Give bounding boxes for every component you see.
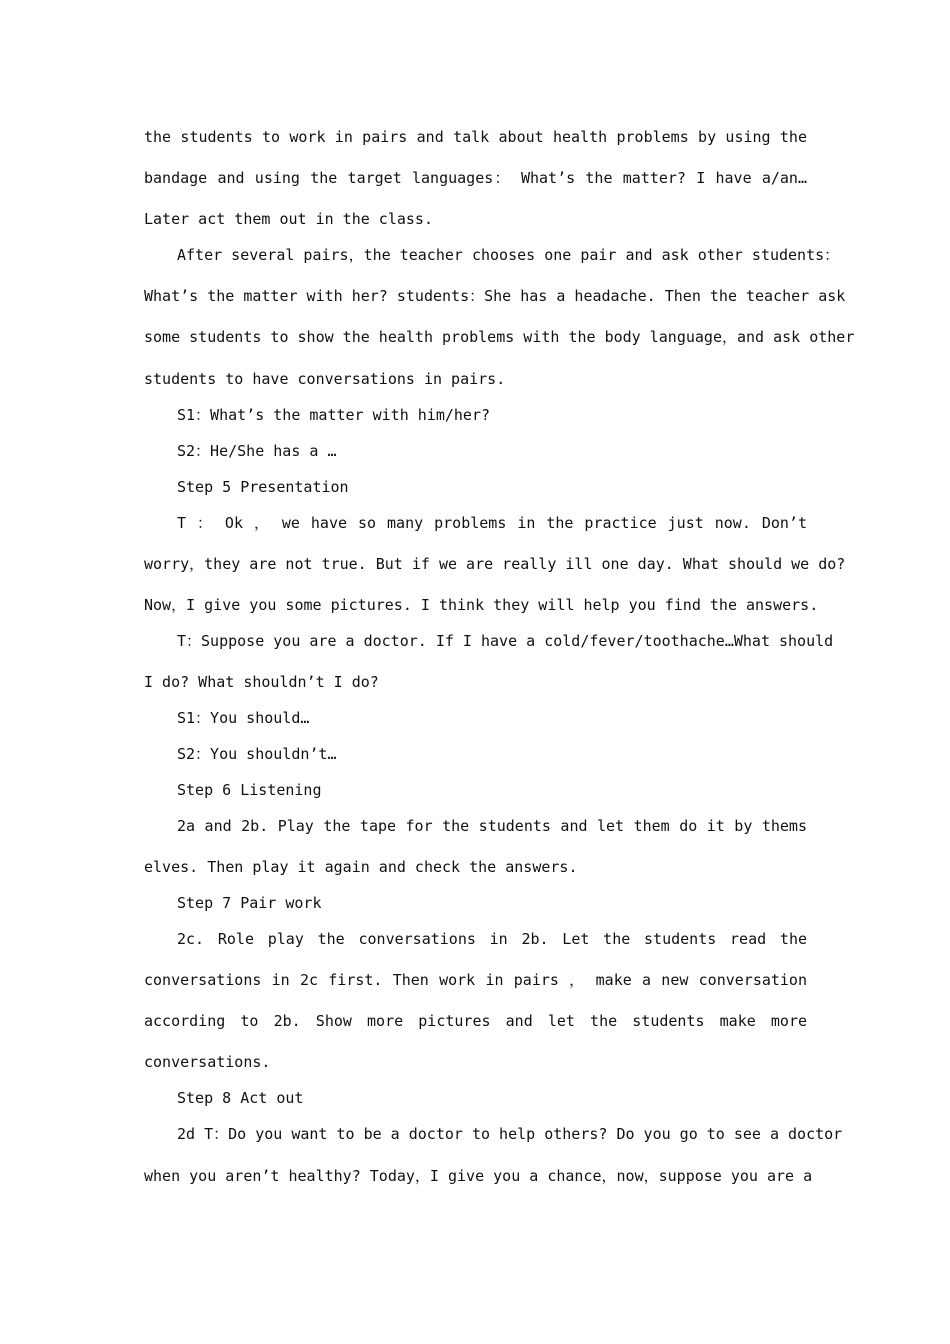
dialogue-line: S2：He/She has a … bbox=[177, 442, 337, 460]
step-heading: Step 5 Presentation bbox=[177, 478, 349, 496]
paragraph-line: elves. Then play it again and check the answers. bbox=[144, 858, 578, 876]
step-heading: Step 6 Listening bbox=[177, 781, 322, 799]
paragraph-line: T：Suppose you are a doctor. If I have a cold/fever/toothache…What should bbox=[177, 632, 834, 650]
paragraph-line: the students to work in pairs and talk about health problems by using the bbox=[144, 128, 807, 146]
paragraph-line: T ： Ok ， we have so many problems in the practice just now. Don’t bbox=[177, 514, 807, 532]
paragraph-line: worry，they are not true. But if we are really ill one day. What should we do? bbox=[144, 555, 846, 573]
paragraph-line: conversations in 2c first. Then work in pairs ， make a new conversation bbox=[144, 971, 807, 989]
paragraph-line: bandage and using the target languages： What’s the matter? I have a/an… bbox=[144, 169, 807, 187]
paragraph-line: some students to show the health problems with the body language，and ask other bbox=[144, 328, 855, 346]
paragraph-line: conversations. bbox=[144, 1053, 271, 1071]
step-heading: Step 8 Act out bbox=[177, 1089, 304, 1107]
paragraph-line: 2c. Role play the conversations in 2b. Let the students read the bbox=[177, 930, 807, 948]
paragraph-line: I do? What shouldn’t I do? bbox=[144, 673, 379, 691]
paragraph-line: 2a and 2b. Play the tape for the students and let them do it by thems bbox=[177, 817, 807, 835]
paragraph-line: Now，I give you some pictures. I think they will help you find the answers. bbox=[144, 596, 819, 614]
paragraph-line: students to have conversations in pairs. bbox=[144, 370, 506, 388]
dialogue-line: S2：You shouldn’t… bbox=[177, 745, 337, 763]
paragraph-line: 2d T：Do you want to be a doctor to help others? Do you go to see a doctor bbox=[177, 1125, 843, 1143]
paragraph-line: After several pairs，the teacher chooses one pair and ask other students： bbox=[177, 246, 840, 264]
paragraph-line: Later act them out in the class. bbox=[144, 210, 433, 228]
dialogue-line: S1：What’s the matter with him/her? bbox=[177, 406, 491, 424]
paragraph-line: according to 2b. Show more pictures and let the students make more bbox=[144, 1012, 807, 1030]
paragraph-line: when you aren’t healthy? Today，I give you a chance，now，suppose you are a bbox=[144, 1167, 813, 1185]
step-heading: Step 7 Pair work bbox=[177, 894, 322, 912]
paragraph-line: What’s the matter with her? students：She has a headache. Then the teacher ask bbox=[144, 287, 846, 305]
dialogue-line: S1：You should… bbox=[177, 709, 310, 727]
